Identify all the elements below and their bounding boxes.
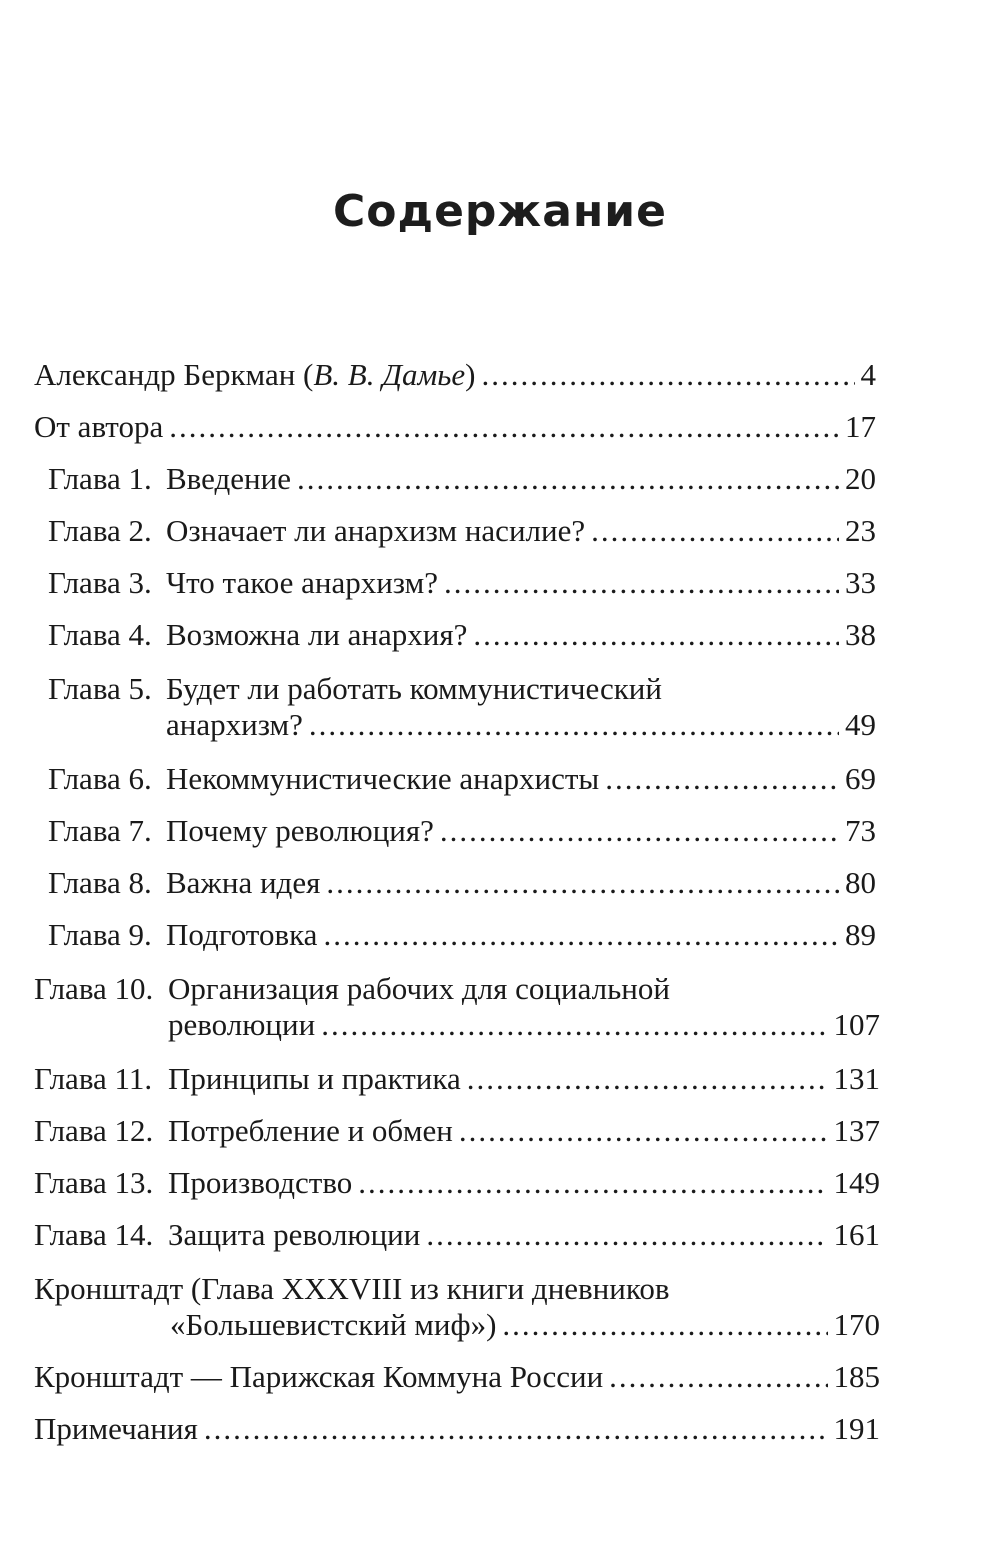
leader-dots <box>297 462 839 496</box>
toc-page-number: 33 <box>845 565 876 600</box>
chapter-title: Принципы и практика <box>168 1061 461 1096</box>
leader-dots <box>440 814 839 848</box>
toc-page-number: 20 <box>845 461 876 496</box>
leader-dots <box>326 866 839 900</box>
toc-page-number: 107 <box>833 1007 880 1042</box>
chapter-title: Некоммунистические анархисты <box>166 761 600 796</box>
chapter-title: Важна идея <box>166 865 321 900</box>
toc-page-number: 49 <box>845 707 876 742</box>
toc-entry-label: Кронштадт (Глава XXXVIII из книги дневников <box>34 1271 670 1306</box>
toc-entry-notes <box>34 1412 880 1446</box>
leader-dots <box>444 566 839 600</box>
leader-dots <box>426 1218 827 1252</box>
leader-dots <box>309 708 839 742</box>
leader-dots <box>481 358 854 392</box>
leader-dots <box>467 1062 828 1096</box>
leader-dots <box>609 1360 827 1394</box>
toc-chapter-2 <box>48 514 876 548</box>
chapter-title: Почему революция? <box>166 813 434 848</box>
chapter-title: Подготовка <box>166 917 318 952</box>
chapter-number: Глава 8. <box>48 865 152 900</box>
toc-page-number: 170 <box>833 1307 880 1342</box>
toc-chapter-7 <box>48 814 876 848</box>
toc-page-number: 89 <box>845 917 876 952</box>
toc-chapter-10 <box>34 972 880 1042</box>
toc-page-number: 131 <box>833 1061 880 1096</box>
chapter-title: Введение <box>166 461 291 496</box>
chapter-number: Глава 6. <box>48 761 152 796</box>
chapter-number: Глава 4. <box>48 617 152 652</box>
toc-entry-label: Кронштадт — Парижская Коммуна России <box>34 1359 604 1394</box>
toc-page-number: 17 <box>845 409 876 444</box>
leader-dots <box>591 514 839 548</box>
toc-entry-kronstadt-commune <box>34 1360 880 1394</box>
toc-chapter-5 <box>48 672 876 742</box>
chapter-title: Что такое анархизм? <box>166 565 438 600</box>
toc-chapter-8 <box>48 866 876 900</box>
chapter-title: Возможна ли анархия? <box>166 617 468 652</box>
toc-chapter-12 <box>34 1114 880 1148</box>
chapter-number: Глава 3. <box>48 565 152 600</box>
leader-dots <box>502 1308 827 1342</box>
toc-chapter-11 <box>34 1062 880 1096</box>
leader-dots <box>169 410 839 444</box>
toc-entry-preface <box>34 410 876 444</box>
toc-chapter-14 <box>34 1218 880 1252</box>
toc-page-number: 137 <box>833 1113 880 1148</box>
toc-entry-berkman <box>34 358 876 392</box>
chapter-number: Глава 1. <box>48 461 152 496</box>
leader-dots <box>358 1166 827 1200</box>
chapter-number: Глава 12. <box>34 1113 154 1148</box>
toc-page-number: 23 <box>845 513 876 548</box>
leader-dots <box>321 1008 827 1042</box>
leader-dots <box>323 918 839 952</box>
chapter-title: Организация рабочих для социальной <box>168 971 670 1006</box>
chapter-number: Глава 14. <box>34 1217 154 1252</box>
toc-chapter-6 <box>48 762 876 796</box>
chapter-title-continued: революции <box>168 1007 316 1042</box>
toc-entry-author: В. В. Дамье <box>313 357 466 392</box>
chapter-number: Глава 10. <box>34 971 154 1006</box>
toc-page-number: 38 <box>845 617 876 652</box>
toc-entry-label: От автора <box>34 409 164 444</box>
chapter-number: Глава 13. <box>34 1165 154 1200</box>
chapter-number: Глава 7. <box>48 813 152 848</box>
page-title: Содержание <box>333 186 667 237</box>
chapter-title: Потребление и обмен <box>168 1113 453 1148</box>
toc-page-number: 73 <box>845 813 876 848</box>
leader-dots <box>473 618 839 652</box>
chapter-number: Глава 2. <box>48 513 152 548</box>
chapter-number: Глава 5. <box>48 671 152 706</box>
toc-chapter-13 <box>34 1166 880 1200</box>
toc-entry-kronstadt-diary <box>34 1272 880 1342</box>
chapter-title: Защита революции <box>168 1217 421 1252</box>
toc-page-number: 149 <box>833 1165 880 1200</box>
leader-dots <box>204 1412 828 1446</box>
toc-chapter-3 <box>48 566 876 600</box>
toc-chapter-1 <box>48 462 876 496</box>
toc-chapter-4 <box>48 618 876 652</box>
toc-entry-label: Примечания <box>34 1411 198 1446</box>
leader-dots <box>605 762 839 796</box>
toc-entry-label: Александр Беркман (В. В. Дамье) <box>34 357 476 392</box>
chapter-number: Глава 9. <box>48 917 152 952</box>
toc-page-number: 191 <box>833 1411 880 1446</box>
chapter-title: Означает ли анархизм насилие? <box>166 513 586 548</box>
toc-page-number: 80 <box>845 865 876 900</box>
toc-page-number: 185 <box>833 1359 880 1394</box>
toc-page-number: 69 <box>845 761 876 796</box>
toc-chapter-9 <box>48 918 876 952</box>
chapter-title: Производство <box>168 1165 353 1200</box>
toc-page-number: 4 <box>860 357 876 392</box>
leader-dots <box>459 1114 828 1148</box>
chapter-title-continued: анархизм? <box>166 707 303 742</box>
chapter-number: Глава 11. <box>34 1061 153 1096</box>
chapter-title: Будет ли работать коммунистический <box>166 671 662 706</box>
toc-page-number: 161 <box>833 1217 880 1252</box>
toc-entry-label-continued: «Большевистский миф») <box>170 1307 497 1342</box>
